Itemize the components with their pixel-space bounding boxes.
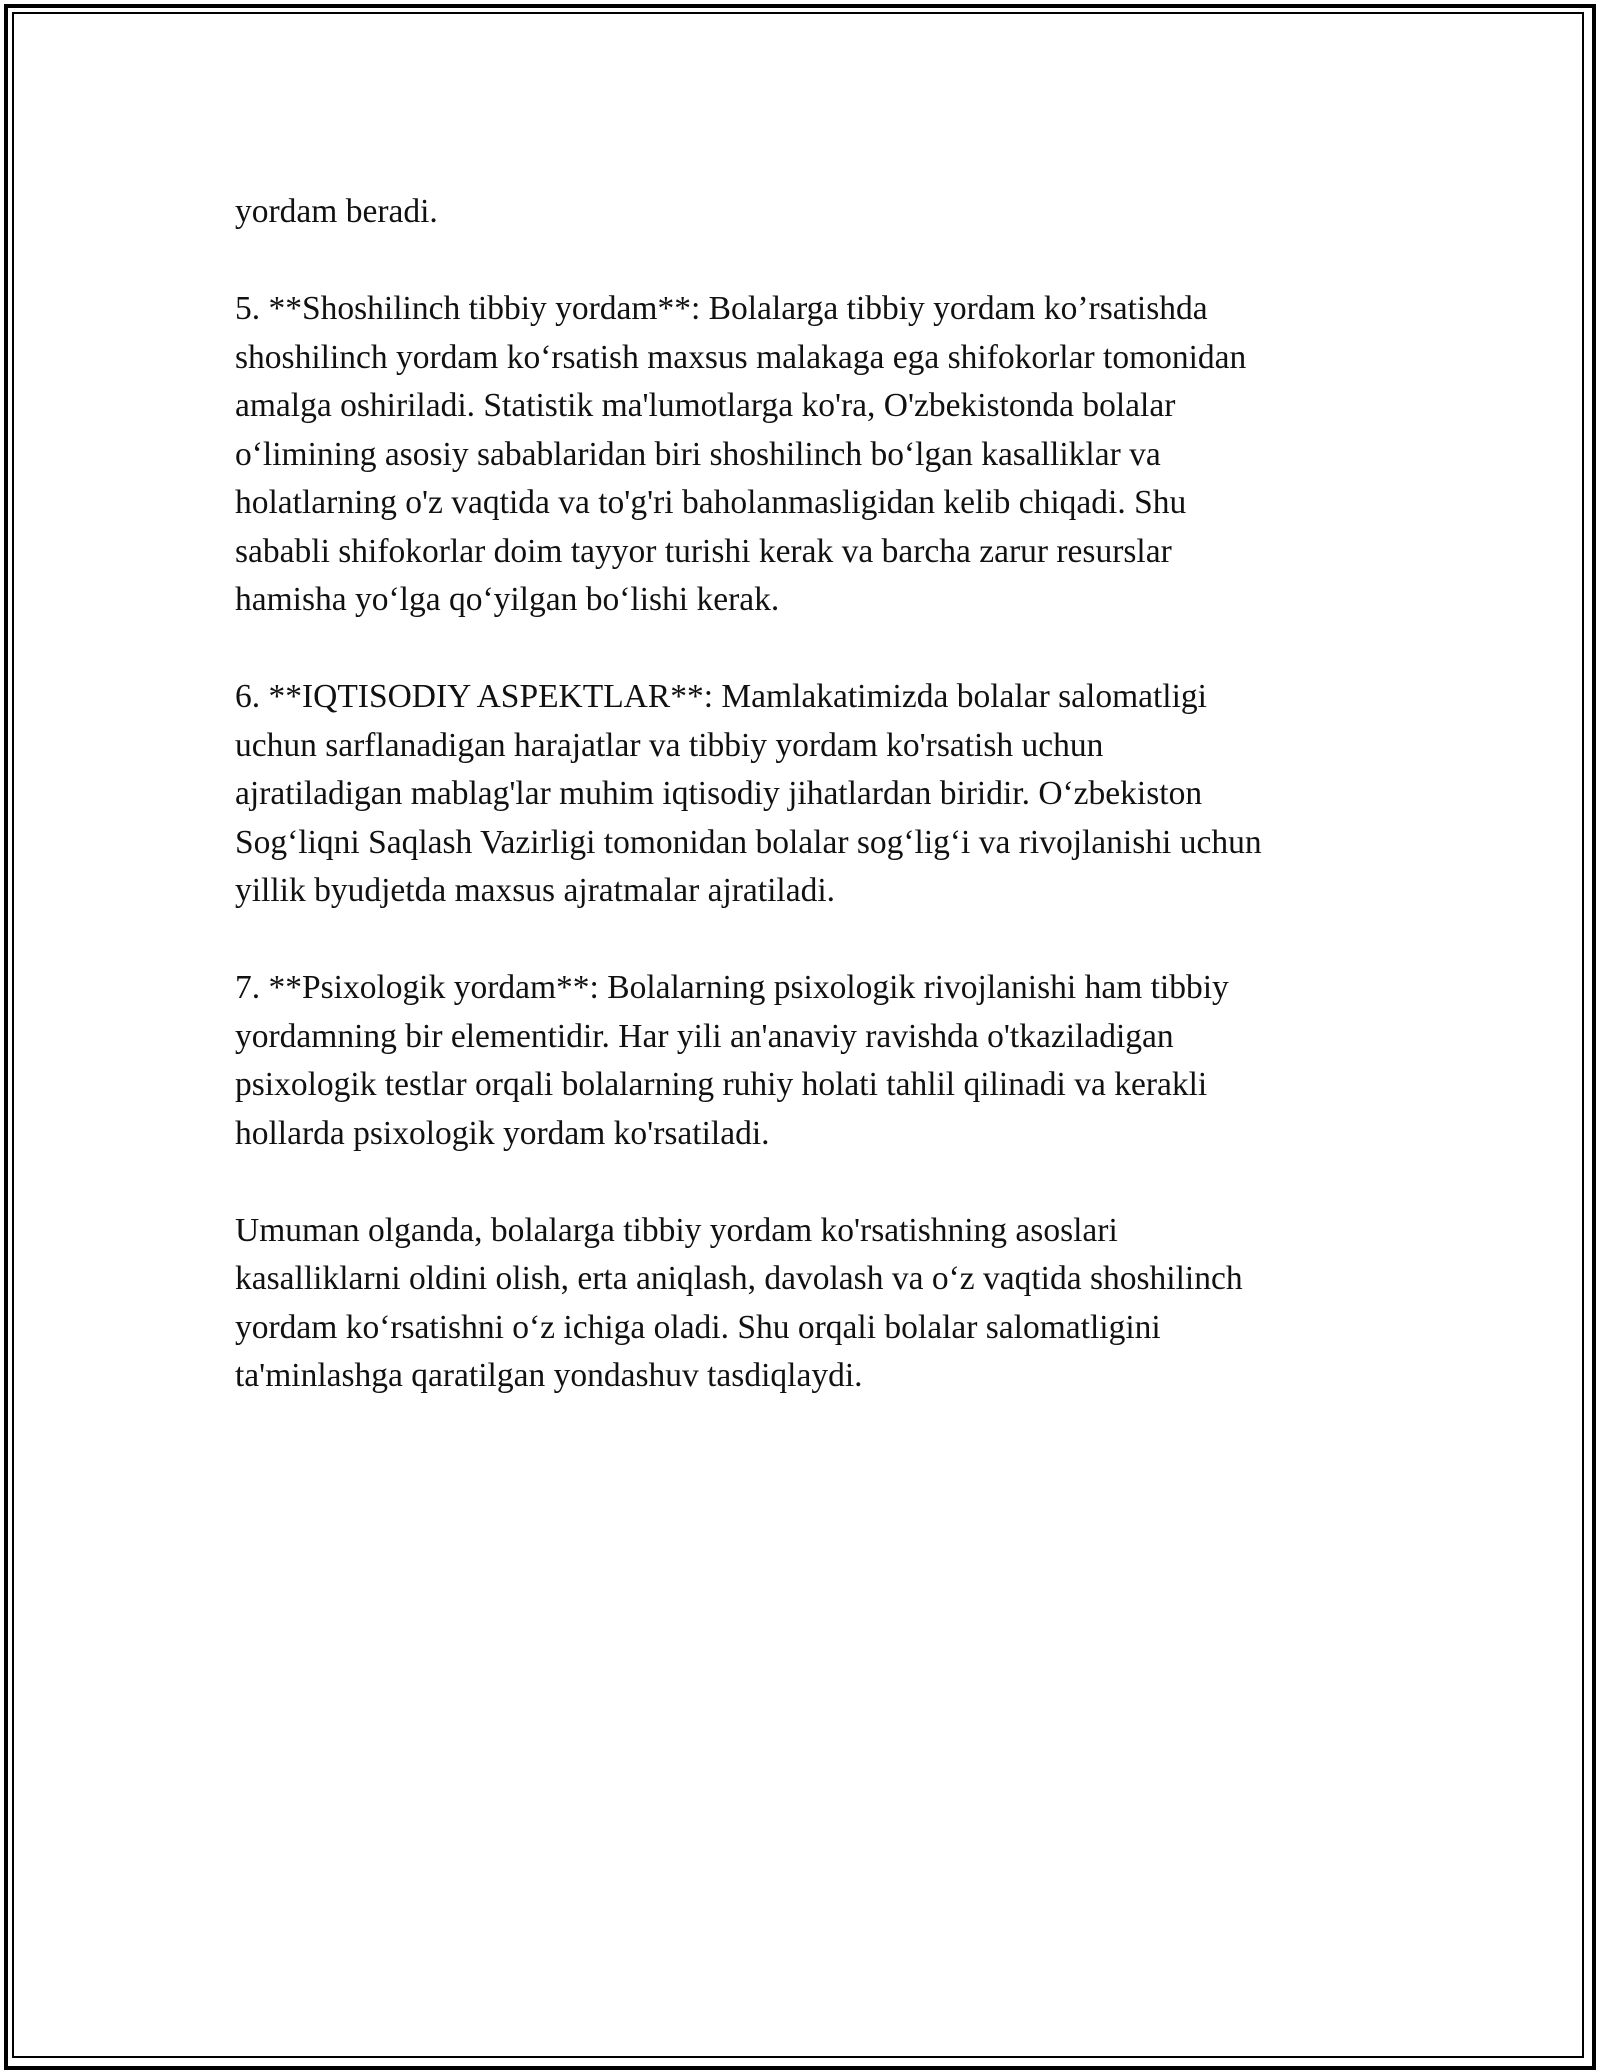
paragraph-economic-aspects: 6. **IQTISODIY ASPEKTLAR**: Mamlakatimizda bolalar salomatligi uchun sarflanadigan harajatlar va tibbiy yordam ko'rsatish uchun ajratiladigan mablag'lar muhim iqtisodiy jihatlardan biridir. O‘zbekiston Sog‘liqni Saqlash Vazirligi tomonidan bolalar sog‘lig‘i va rivojlanishi uchun yillik byudjetda maxsus ajratmalar ajratiladi. — [235, 678, 1262, 909]
paragraph-continuation: yordam beradi. — [235, 193, 438, 230]
paragraph-psychological-support: 7. **Psixologik yordam**: Bolalarning psixologik rivojlanishi ham tibbiy yordamning bir elementidir. Har yili an'anaviy ravishda o'tkaziladigan psixologik testlar orqali bolalarning ruhiy holati tahlil qilinadi va kerakli hollarda psixologik yordam ko'rsatiladi. — [235, 969, 1229, 1152]
document-body — [235, 188, 1395, 1449]
paragraph-emergency-care: 5. **Shoshilinch tibbiy yordam**: Bolalarga tibbiy yordam ko’rsatishda shoshilinch yordam ko‘rsatish maxsus malakaga ega shifokorlar tomonidan amalga oshiriladi. Statistik ma'lumotlarga ko'ra, O'zbekistonda bolalar o‘limining asosiy sabablaridan biri shoshilinch bo‘lgan kasalliklar va holatlarning o'z vaqtida va to'g'ri baholanmasligidan kelib chiqadi. Shu sababli shifokorlar doim tayyor turishi kerak va barcha zarur resurslar hamisha yo‘lga qo‘yilgan bo‘lishi kerak. — [235, 290, 1247, 618]
paragraph-conclusion: Umuman olganda, bolalarga tibbiy yordam ko'rsatishning asoslari kasalliklarni oldini olish, erta aniqlash, davolash va o‘z vaqtida shoshilinch yordam ko‘rsatishni o‘z ichiga oladi. Shu orqali bolalar salomatligini ta'minlashga qaratilgan yondashuv tasdiqlaydi. — [235, 1211, 1243, 1394]
